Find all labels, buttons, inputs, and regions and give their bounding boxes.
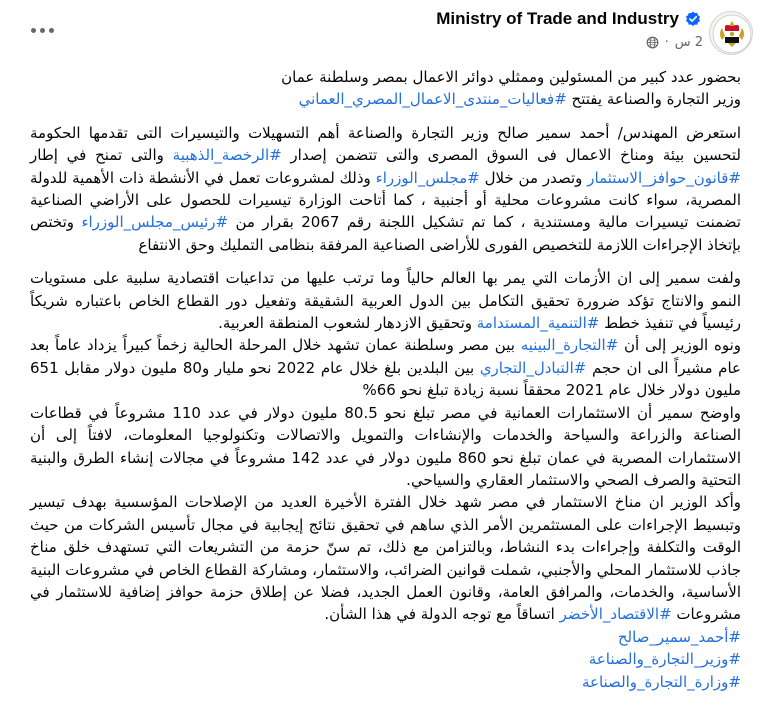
text-segment: وتصدر من خلال (479, 168, 588, 187)
hashtag-link[interactable]: #التجارة_البينيه (520, 336, 619, 355)
hashtag-link[interactable]: #قانون_حوافز_الاستثمار (587, 168, 741, 187)
hashtag-link[interactable]: #التنمية_المستدامة (476, 314, 600, 333)
meta-separator: · (664, 35, 669, 50)
hashtag-link[interactable]: #مجلس_الوزراء (375, 168, 480, 187)
hashtag-link[interactable]: #رئيس_مجلس_الوزراء (81, 213, 229, 232)
verified-badge-icon (685, 11, 701, 27)
hashtag-link[interactable]: #التبادل_التجاري (479, 358, 587, 377)
text-segment: بين البلدين بلغ خلال عام 2022 نحو مليار و80 مليون دولار مقابل 651 مليون دولار خلال عام 2021 محققاً نسبة زيادة تبلغ نحو 66% (30, 358, 741, 400)
text-segment: وذلك لمشروعات تعمل في الأنشطة ذات الأهمية للدولة المصرية، سواء كانت مشروعات محلية أو أجنبية ، كما أتاحت الوزارة تيسيرات للحصول على الأراضي الصناعية تضمنت تيسيرات مالية ومستندية ، كما تم تشكيل اللجنة رقم 2067 بقرار من (30, 168, 741, 232)
more-dot (49, 28, 54, 33)
more-options-button[interactable] (28, 20, 56, 40)
post-intro: بحضور عدد كبير من المسئولين وممثلي دوائر الاعمال بمصر وسلطنة عمان (281, 68, 741, 86)
text-segment: وتحقيق الازدهار لشعوب المنطقة العربية. (218, 314, 477, 333)
text-segment: وأكد الوزير ان مناخ الاستثمار في مصر شهد خلال الفترة الأخيرة العديد من الإصلاحات المؤسسية بهدف تيسير وتبسيط الإجراءات على المستثمرين الأمر الذي ساهم في تحقيق نتائج إيجابية في مجال تأسيس الشركات من حيث الوقت والتكلفة وإجراءات بدء النشاط، وبالتزامن مع ذلك، تم سنّ حزمة من التشريعات التي تستهدف خلق مناخ جاذب للاستثمار المحلي والأجنبي، شملت قوانين الضرائب، والاستثمار، ومشاركة القطاع الخاص في مشروعات البنية الأساسية، والخدمات، والمرافق العامة، وقانون العمل الجديد، فضلا عن إطلاق حزمة حوافز إضافية للاستثمار في مشروعات (30, 493, 741, 624)
hashtag-link[interactable]: #فعاليات_منتدى_الاعمال_المصري_العماني (298, 90, 567, 109)
paragraph-facilities (30, 122, 741, 256)
text-segment: بين مصر وسلطنة عمان تشهد خلال المرحلة الحالية زخماً كبيراً يزداد عاماً بعد عام مشيراً الى ان حجم (30, 336, 741, 377)
post-headline (30, 88, 741, 110)
paragraph-crises (30, 267, 741, 334)
post-body (30, 66, 741, 693)
post-time[interactable]: 2 س (674, 35, 703, 50)
text-segment: اتساقاً مع توجه الدولة في هذا الشأن. (324, 605, 560, 624)
hashtag-link[interactable]: #وزير_التجارة_والصناعة (588, 650, 741, 669)
text-segment: ونوه الوزير إلى أن (618, 336, 741, 355)
post-meta (646, 35, 703, 50)
hashtag-list (30, 626, 741, 693)
text-segment: وتختص بإتخاذ الإجراءات اللازمة للتخصيص الفورى للأراضى الصناعية المرفقة بنظامى التمليك وحق الانتفاع (30, 213, 741, 254)
hashtag-link[interactable]: #الاقتصاد_الأخضر (559, 605, 672, 624)
text-segment: استعرض المهندس/ أحمد سمير صالح وزير التجارة والصناعة أهم التسهيلات والتيسيرات التى تقدمها الحكومة لتحسين بيئة ومناخ الاعمال فى السوق المصرى والتى تتضمن إصدار (30, 123, 742, 165)
more-dot (40, 28, 45, 33)
text-segment: ولفت سمير إلى ان الأزمات التي يمر بها العالم حالياً وما ترتب عليها من تداعيات اقتصادية سلبية على مستويات النمو والانتاج تؤكد ضرورة تحقيق التكامل بين الدول العربية الشقيقة وتفعيل دور القطاع الخاص باعتباره شريكاً رئيسياً في تنفيذ خطط (30, 269, 741, 333)
page-name[interactable]: Ministry of Trade and Industry (436, 9, 679, 28)
headline-text: وزير التجارة والصناعة يفتتح (566, 90, 741, 109)
more-dot (31, 28, 36, 33)
egypt-eagle-logo-icon (710, 12, 753, 55)
paragraph-trade (30, 334, 741, 401)
paragraph-investments: واوضح سمير أن الاستثمارات العمانية في مصر تبلغ نحو 80.5 مليون دولار في عدد 110 مشروعاً في قطاعات الصناعة والزراعة والسياحة والخدمات والإنشاءات والتمويل والاتصالات وتكنولوجيا المعلومات، لافتاً إلى أن الاستثمارات المصرية في عمان تبلغ نحو 860 مليون دولار في عدد 142 مشروعاً في مجالات إنشاء الطرق والبنية التحتية والصرف الصحي والاستثمار العقاري والسياحي. (30, 403, 742, 489)
paragraph-reforms (30, 491, 741, 625)
page-avatar[interactable] (709, 11, 753, 55)
hashtag-link[interactable]: #أحمد_سمير_صالح (617, 627, 741, 646)
hashtag-link[interactable]: #الرخصة_الذهبية (172, 146, 282, 165)
hashtag-link[interactable]: #وزارة_التجارة_والصناعة (581, 672, 741, 691)
globe-icon[interactable] (646, 36, 659, 49)
text-segment: والتى تمنح في إطار (30, 146, 173, 165)
post-header (0, 0, 771, 62)
